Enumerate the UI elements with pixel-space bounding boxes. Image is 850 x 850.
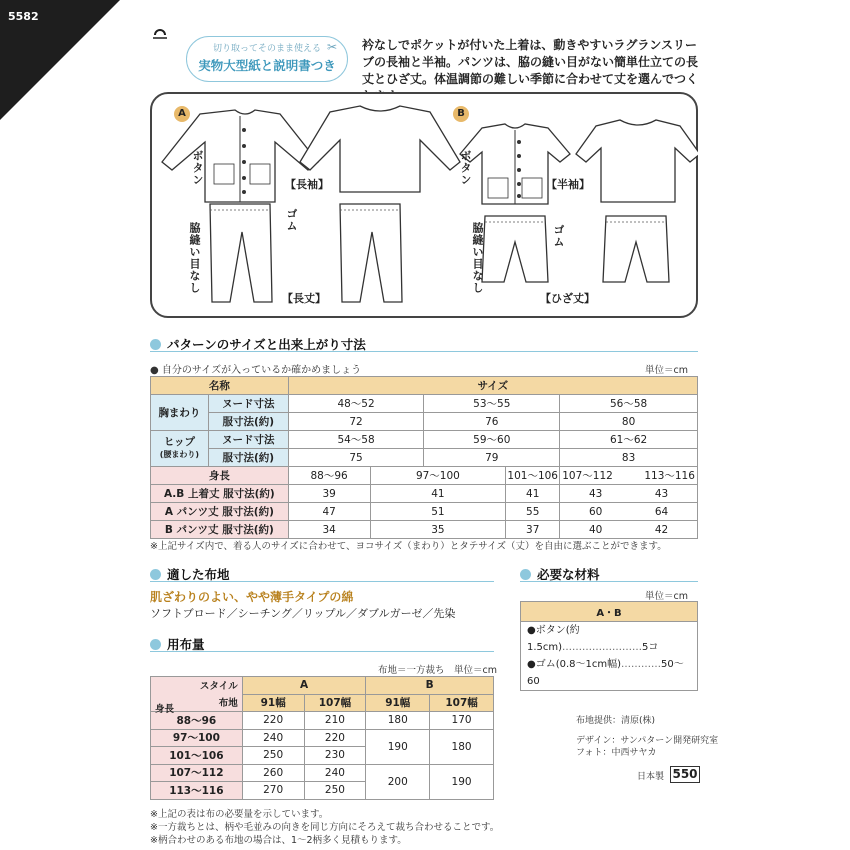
label-long-length: 【長丈】	[282, 292, 326, 305]
height-cell: 113〜116	[151, 782, 243, 800]
yardage-corner-header: スタイル 布地 身長	[151, 677, 243, 712]
pants-b-front	[482, 216, 548, 282]
row-label: B パンツ丈 服寸法(約)	[151, 521, 289, 539]
hip-nude-label: ヌード寸法	[208, 431, 288, 449]
section-divider	[150, 581, 494, 582]
material-item: ●ゴム(0.8〜1cm幅)…………50〜60	[527, 659, 684, 687]
size-table	[150, 376, 698, 539]
made-in: 日本製	[637, 772, 665, 782]
width-91-b: 91幅	[366, 694, 430, 712]
materials-header: A・B	[521, 602, 698, 622]
section-divider	[150, 351, 698, 352]
size-unit: 単位＝cm	[645, 365, 688, 376]
logo-icon	[151, 26, 169, 44]
yardage-style-a: A	[242, 677, 366, 695]
table-cell: 48〜52	[288, 395, 424, 413]
table-cell: 75	[288, 449, 424, 467]
price-box: 550	[670, 766, 700, 783]
fabric-list: ソフトブロード／シーチング／リップル／ダブルガーゼ／先染	[150, 607, 456, 620]
table-cell: 170	[430, 712, 494, 730]
scissors-icon: ✂	[326, 40, 337, 54]
material-item: ●ボタン(約1.5cm)……………………5コ	[527, 625, 659, 653]
intro-text: 衿なしでポケットが付いた上着は、動きやすいラグランスリーブの長袖と半袖。パンツは、脇の縫い目がない簡単仕立ての長丈とひざ丈。体温調節の難しい季節に合わせて丈を選んでつく	[362, 38, 699, 86]
bullet-icon	[520, 569, 531, 580]
table-cell: 35	[370, 521, 506, 539]
bullet-icon	[150, 569, 161, 580]
table-cell: 270	[242, 782, 304, 800]
height-cell: 97〜100	[151, 729, 243, 747]
label-long-sleeve: 【長袖】	[285, 178, 329, 191]
table-cell: 250	[304, 782, 366, 800]
width-91-a: 91幅	[242, 694, 304, 712]
table-cell: 220	[242, 712, 304, 730]
table-cell: 80	[560, 413, 698, 431]
table-cell: 37	[506, 521, 560, 539]
chest-label: 胸まわり	[151, 395, 209, 431]
hip-label: ヒップ (腰まわり)	[151, 431, 209, 467]
table-cell: 53〜55	[424, 395, 560, 413]
badge-full-size-pattern	[186, 36, 348, 82]
yardage-style-b: B	[366, 677, 494, 695]
table-cell: 39	[288, 485, 370, 503]
table-cell: 54〜58	[288, 431, 424, 449]
label-elastic-b: ゴム	[552, 224, 565, 248]
yardage-note: ※一方裁ちとは、柄や毛並みの向きを同じ方向にそろえて裁ち合わせることです。	[150, 822, 500, 833]
bullet-icon	[150, 339, 161, 350]
table-cell: 56〜58	[560, 395, 698, 413]
fabric-section-title: 適した布地	[150, 565, 230, 583]
pants-b-back	[603, 216, 669, 282]
table-cell: 43 43	[560, 485, 698, 503]
label-button-a: ボタン	[191, 150, 204, 186]
table-cell: 60 64	[560, 503, 698, 521]
col-name: 名称	[151, 377, 289, 395]
garment-illustrations	[150, 92, 698, 318]
section-divider	[150, 651, 494, 652]
table-cell: 230	[304, 747, 366, 765]
table-cell: 210	[304, 712, 366, 730]
materials-unit: 単位＝cm	[645, 591, 688, 602]
table-cell: 76	[424, 413, 560, 431]
materials-section-title: 必要な材料	[520, 565, 600, 583]
table-cell: 180	[366, 712, 430, 730]
chest-nude-label: ヌード寸法	[208, 395, 288, 413]
fabric-highlight: 肌ざわりのよい、やや薄手タイプの綿	[150, 590, 354, 604]
chest-finished-label: 服寸法(約)	[208, 413, 288, 431]
height-cell: 101〜106	[151, 747, 243, 765]
materials-table	[520, 601, 698, 691]
label-knee-length: 【ひざ丈】	[540, 292, 595, 305]
table-cell: 55	[506, 503, 560, 521]
table-cell: 200	[366, 764, 430, 799]
width-107-a: 107幅	[304, 694, 366, 712]
table-cell: 34	[288, 521, 370, 539]
label-elastic-a: ゴム	[285, 208, 298, 232]
size-subtitle: ● 自分のサイズが入っているか確かめましょう	[150, 365, 362, 376]
table-cell: 59〜60	[424, 431, 560, 449]
pants-a-back	[340, 204, 402, 302]
label-short-sleeve: 【半袖】	[546, 178, 590, 191]
height-cell: 107〜112 113〜116	[560, 467, 698, 485]
height-cell: 107〜112	[151, 764, 243, 782]
bullet-icon	[150, 639, 161, 650]
label-no-side-seam-a: 脇縫い目なし	[188, 222, 201, 294]
section-divider	[520, 581, 698, 582]
jacket-b-front	[460, 124, 570, 204]
label-button-b: ボタン	[459, 150, 472, 186]
table-cell: 83	[560, 449, 698, 467]
table-cell: 51	[370, 503, 506, 521]
table-cell: 41	[506, 485, 560, 503]
label-no-side-seam-b: 脇縫い目なし	[471, 222, 484, 294]
height-cell: 88〜96	[151, 712, 243, 730]
pattern-number: 5582	[8, 10, 39, 23]
style-b-marker: B	[453, 106, 469, 122]
yardage-note: ※柄合わせのある布地の場合は、1〜2柄多く見積もります。	[150, 835, 407, 846]
jacket-b-back	[576, 120, 698, 202]
materials-list	[521, 622, 698, 691]
table-cell: 220	[304, 729, 366, 747]
hip-finished-label: 服寸法(約)	[208, 449, 288, 467]
badge-line2: 実物大型紙と説明書つき	[198, 58, 336, 73]
table-cell: 72	[288, 413, 424, 431]
table-cell: 180	[430, 729, 494, 764]
yardage-note: ※上記の表は布の必要量を示しています。	[150, 809, 329, 820]
credit-design: デザイン：サンパターン開発研究室	[576, 736, 719, 746]
height-cell: 101〜106	[506, 467, 560, 485]
size-note: ※上記サイズ内で、着る人のサイズに合わせて、ヨコサイズ（まわり）とタテサイズ（丈）を自由に選ぶことができます。	[150, 541, 667, 552]
table-cell: 47	[288, 503, 370, 521]
pants-a-front	[210, 204, 272, 302]
yardage-unit: 布地＝一方裁ち 単位＝cm	[378, 665, 497, 676]
size-section-title: パターンのサイズと出来上がり寸法	[150, 335, 366, 353]
table-cell: 240	[304, 764, 366, 782]
table-cell: 40 42	[560, 521, 698, 539]
table-cell: 61〜62	[560, 431, 698, 449]
table-cell: 190	[430, 764, 494, 799]
width-107-b: 107幅	[430, 694, 494, 712]
height-cell: 97〜100	[370, 467, 506, 485]
table-cell: 79	[424, 449, 560, 467]
credit-photo: フォト：中西サヤカ	[576, 748, 657, 758]
col-size: サイズ	[288, 377, 697, 395]
yardage-section-title: 用布量	[150, 635, 205, 653]
height-cell: 88〜96	[288, 467, 370, 485]
table-cell: 250	[242, 747, 304, 765]
table-cell: 41	[370, 485, 506, 503]
table-cell: 190	[366, 729, 430, 764]
yardage-table	[150, 676, 494, 800]
table-cell: 240	[242, 729, 304, 747]
table-cell: 260	[242, 764, 304, 782]
credit-fabric: 布地提供：清原(株)	[576, 716, 656, 726]
row-label: A パンツ丈 服寸法(約)	[151, 503, 289, 521]
height-label: 身長	[151, 467, 289, 485]
badge-line1: 切り取ってそのまま使える	[212, 44, 321, 54]
row-label: A.B 上着丈 服寸法(約)	[151, 485, 289, 503]
style-a-marker: A	[174, 106, 190, 122]
